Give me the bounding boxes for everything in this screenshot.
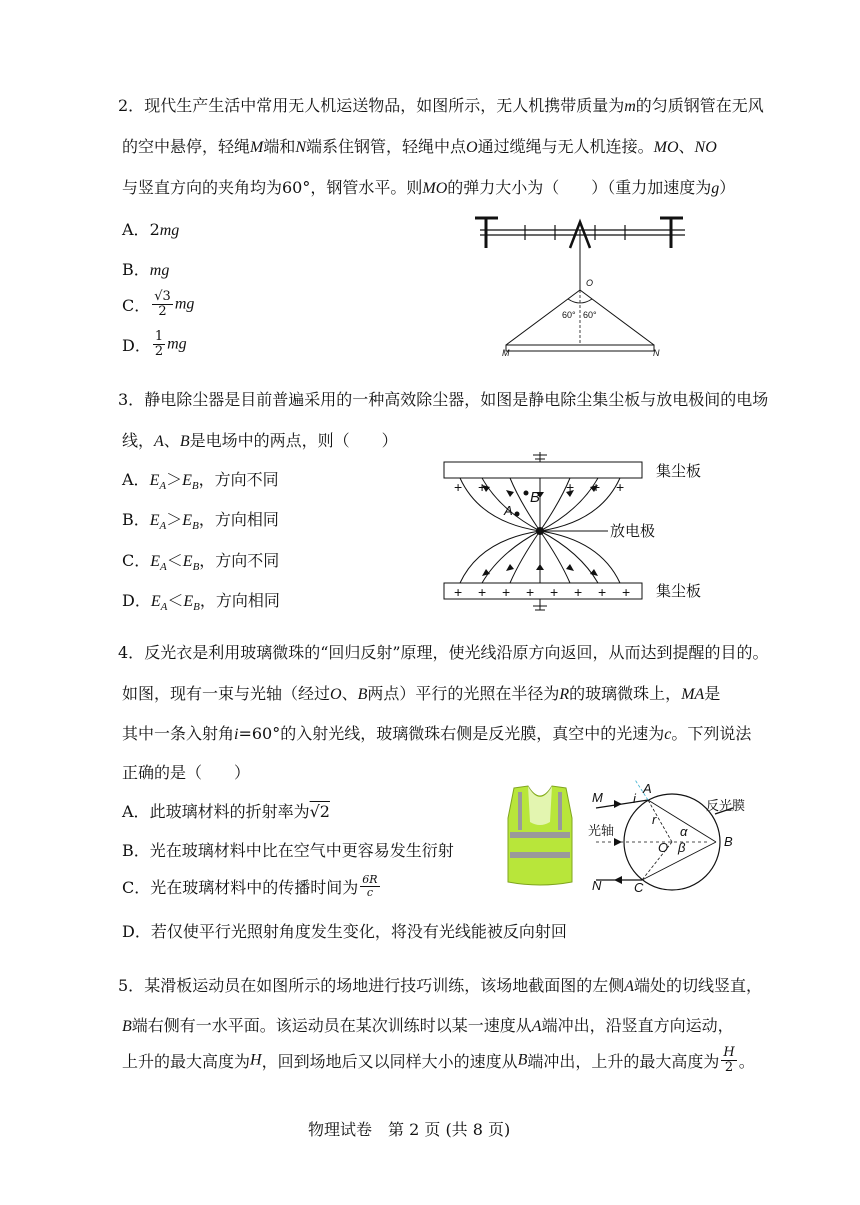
fraction-numerator: H — [723, 1045, 735, 1060]
q4-text: 。下列说法 — [671, 724, 752, 743]
label-A: A — [643, 781, 652, 796]
q4-var-i: i — [234, 726, 239, 743]
q4-text: 的玻璃微珠上， — [569, 684, 682, 703]
option-label: C． — [122, 551, 151, 570]
fraction-numerator: √3 — [154, 289, 171, 304]
svg-text:+: + — [592, 479, 601, 495]
var-E: E — [182, 472, 192, 489]
q4-line-1 — [118, 643, 769, 663]
label-B: B — [530, 489, 541, 506]
q2-text: 、 — [678, 137, 695, 156]
q4-var-B: B — [357, 686, 368, 703]
option-value: √2 — [309, 802, 330, 821]
var-E: E — [149, 472, 160, 489]
option-label: B． — [122, 260, 150, 279]
q2-number: 2． — [118, 96, 145, 115]
svg-text:+: + — [454, 479, 463, 495]
label-r: r — [652, 812, 657, 827]
svg-text:+: + — [622, 584, 631, 600]
q4-option-b — [122, 841, 454, 861]
q5-text: 上升的最大高度为 — [122, 1052, 251, 1071]
option-label: A． — [122, 220, 150, 239]
q3-var-B: B — [179, 433, 190, 450]
svg-text:+: + — [574, 584, 583, 600]
q4-var-MA: MA — [681, 686, 705, 703]
sub-A: A — [160, 601, 168, 614]
q5-text: 端冲出，上升的最大高度为 — [527, 1052, 720, 1071]
option-label: D． — [122, 922, 151, 941]
q2-option-b — [122, 260, 169, 281]
q3-option-d — [122, 591, 280, 617]
label-electrode: 放电极 — [610, 523, 656, 540]
q3-option-a — [122, 470, 279, 496]
precipitator-diagram — [440, 452, 730, 612]
label-B: B — [724, 834, 733, 849]
relation: ＞ — [166, 470, 183, 489]
q5-text: 端右侧有一水平面。该运动员在某次训练时以某一速度从 — [131, 1016, 532, 1035]
relation: ＞ — [166, 510, 183, 529]
q5-var-B: B — [122, 1018, 132, 1035]
option-label: B． — [122, 841, 150, 860]
option-label: D． — [122, 336, 151, 355]
q5-text: 端处的切线竖直， — [633, 976, 762, 995]
label-M: M — [592, 790, 603, 805]
reflective-vest-image — [500, 782, 580, 892]
q2-var-MO: MO — [653, 139, 679, 156]
label-N: N — [653, 348, 660, 358]
q3-line-1 — [118, 390, 768, 410]
q2-text: 端系住钢管，轻绳中点 — [306, 137, 467, 156]
label-C: C — [634, 880, 644, 895]
q5-text: 。 — [738, 1052, 755, 1071]
option-label: C． — [122, 296, 151, 315]
label-axis: 光轴 — [588, 823, 615, 838]
q2-var-NO: NO — [694, 139, 717, 156]
label-A: A — [504, 503, 513, 518]
q3-number: 3． — [118, 390, 145, 409]
q4-number: 4． — [118, 643, 145, 662]
q4-text: 正确的是（ ） — [122, 763, 251, 782]
q2-var-g: g — [711, 180, 720, 197]
option-label: A． — [122, 802, 150, 821]
q4-text: 如图，现有一束与光轴（经过 — [122, 684, 331, 703]
q2-text: 端和 — [263, 137, 296, 156]
q4-text: =60°的入射光线，玻璃微珠右侧是反光膜，真空中的光速为 — [238, 724, 665, 743]
q2-text: 的匀质钢管在无风 — [635, 96, 764, 115]
svg-text:+: + — [478, 584, 487, 600]
q3-text: 、 — [163, 431, 180, 450]
option-label: B． — [122, 510, 150, 529]
q5-line-3 — [122, 1046, 755, 1075]
q2-text: 现代生产生活中常用无人机运送物品，如图所示，无人机携带质量为 — [144, 96, 625, 115]
q2-option-c — [122, 290, 194, 319]
q2-text: ） — [719, 178, 736, 197]
svg-text:+: + — [454, 584, 463, 600]
svg-text:+: + — [502, 584, 511, 600]
q4-text: 反光衣是利用玻璃微珠的“回归反射”原理，使光线沿原方向返回，从而达到提醒的目的。 — [144, 643, 769, 662]
q4-line-4 — [122, 763, 250, 783]
option-text: 光在玻璃材料中比在空气中更容易发生衍射 — [149, 841, 454, 860]
q4-text: 是 — [704, 684, 721, 703]
relation: ＜ — [167, 591, 184, 610]
option-label: C． — [122, 878, 151, 897]
option-var: mg — [149, 262, 170, 279]
glass-bead-diagram — [588, 780, 768, 895]
q4-option-d — [122, 922, 567, 942]
q4-text: 两点）平行的光照在半径为 — [367, 684, 560, 703]
q5-text: ，回到场地后又以同样大小的速度从 — [261, 1052, 518, 1071]
q3-text: 线， — [122, 431, 155, 450]
svg-text:+: + — [478, 479, 487, 495]
q4-var-O: O — [330, 686, 342, 703]
option-var: mg — [167, 335, 187, 353]
q5-var-H: H — [250, 1051, 262, 1069]
q3-option-b — [122, 510, 279, 536]
label-alpha: α — [680, 824, 688, 839]
label-N: N — [592, 878, 602, 893]
q4-var-c: c — [664, 726, 672, 743]
label-M: M — [502, 348, 510, 358]
q3-var-A: A — [154, 433, 164, 450]
q5-var-B: B — [517, 1051, 528, 1069]
label-O: O — [586, 278, 594, 288]
var-E: E — [182, 553, 193, 570]
q4-option-a — [122, 802, 330, 822]
q4-line-3 — [122, 724, 751, 745]
q4-option-c — [122, 874, 382, 899]
q2-line-3 — [122, 178, 735, 199]
q5-var-A: A — [531, 1018, 542, 1035]
fraction — [153, 330, 165, 359]
fraction — [721, 1046, 736, 1075]
fraction — [360, 874, 379, 899]
q2-option-a — [122, 220, 179, 241]
label-film: 反光膜 — [706, 798, 746, 813]
q4-text: 、 — [341, 684, 358, 703]
q3-option-c — [122, 551, 279, 577]
option-text: 若仅使平行光照射角度发生变化，将没有光线能被反向射回 — [150, 922, 567, 941]
q3-text: 静电除尘器是目前普遍采用的一种高效除尘器，如图是静电除尘集尘板与放电极间的电场 — [144, 390, 769, 409]
option-text: 光在玻璃材料中的传播时间为 — [150, 878, 359, 897]
label-i: i — [633, 791, 636, 806]
q5-number: 5． — [118, 976, 145, 995]
label-bottom-plate: 集尘板 — [656, 583, 702, 600]
label-top-plate: 集尘板 — [656, 463, 702, 480]
q2-text: 与竖直方向的夹角均为60°，钢管水平。则 — [122, 178, 423, 197]
q2-var-m: m — [624, 98, 636, 115]
fraction-numerator: 1 — [154, 329, 164, 344]
q2-text: 的弹力大小为（ ）（重力加速度为 — [447, 178, 712, 197]
sub-B: B — [192, 561, 200, 574]
q2-var-MO: MO — [422, 180, 448, 197]
option-text: 2 — [149, 220, 160, 239]
q5-line-1 — [118, 976, 762, 997]
drone-diagram — [470, 210, 690, 360]
option-text: ，方向相同 — [198, 510, 279, 529]
option-text: ，方向相同 — [199, 591, 280, 610]
option-text: 此玻璃材料的折射率为 — [149, 802, 310, 821]
option-text: ，方向不同 — [198, 470, 279, 489]
svg-text:+: + — [550, 584, 559, 600]
q2-text: 的空中悬停，轻绳 — [122, 137, 251, 156]
q4-text: 其中一条入射角 — [122, 724, 235, 743]
sub-A: A — [159, 480, 167, 493]
q2-text: 通过缆绳与无人机连接。 — [477, 137, 654, 156]
option-var: mg — [159, 222, 180, 239]
q2-line-2 — [122, 137, 717, 158]
relation: ＜ — [166, 551, 183, 570]
var-E: E — [182, 512, 193, 529]
var-E: E — [149, 512, 160, 529]
svg-text:+: + — [598, 584, 607, 600]
q5-text: 端冲出，沿竖直方向运动， — [541, 1016, 734, 1035]
q4-line-2 — [122, 684, 720, 705]
q2-var-N: N — [295, 139, 307, 156]
angle-label: 60° — [583, 310, 597, 320]
var-E: E — [150, 593, 161, 610]
label-beta: β — [678, 840, 686, 855]
sub-B: B — [191, 480, 199, 493]
q5-line-2 — [122, 1016, 734, 1037]
fraction-denominator: c — [366, 886, 373, 899]
angle-label: 60° — [562, 310, 576, 320]
svg-text:+: + — [526, 584, 535, 600]
fraction-denominator: 2 — [724, 1060, 734, 1075]
fraction-denominator: 2 — [154, 344, 164, 359]
fraction — [152, 290, 173, 319]
sub-B: B — [192, 520, 199, 533]
q4-var-R: R — [559, 686, 570, 703]
q5-text: 某滑板运动员在如图所示的场地进行技巧训练，该场地截面图的左侧 — [144, 976, 625, 995]
q2-var-O: O — [466, 139, 478, 156]
sub-A: A — [159, 520, 167, 533]
sub-A: A — [160, 561, 167, 574]
svg-text:+: + — [616, 479, 625, 495]
page-footer: 物理试卷 第 2 页 (共 8 页) — [308, 1120, 511, 1139]
sub-B: B — [193, 601, 200, 614]
q5-var-A: A — [624, 978, 634, 995]
q2-line-1 — [118, 96, 764, 117]
option-var: mg — [174, 295, 195, 313]
option-text: ，方向不同 — [199, 551, 280, 570]
q2-var-M: M — [250, 139, 264, 156]
var-E: E — [183, 593, 194, 610]
label-O: O — [658, 840, 669, 855]
option-label: D． — [122, 591, 151, 610]
fraction-denominator: 2 — [158, 304, 167, 319]
option-label: A． — [122, 470, 150, 489]
svg-text:+: + — [566, 479, 575, 495]
q3-line-2 — [122, 431, 398, 452]
q2-option-d — [122, 330, 187, 359]
var-E: E — [150, 553, 161, 570]
q3-text: 是电场中的两点，则（ ） — [189, 431, 398, 450]
fraction-numerator: 6R — [362, 873, 378, 886]
